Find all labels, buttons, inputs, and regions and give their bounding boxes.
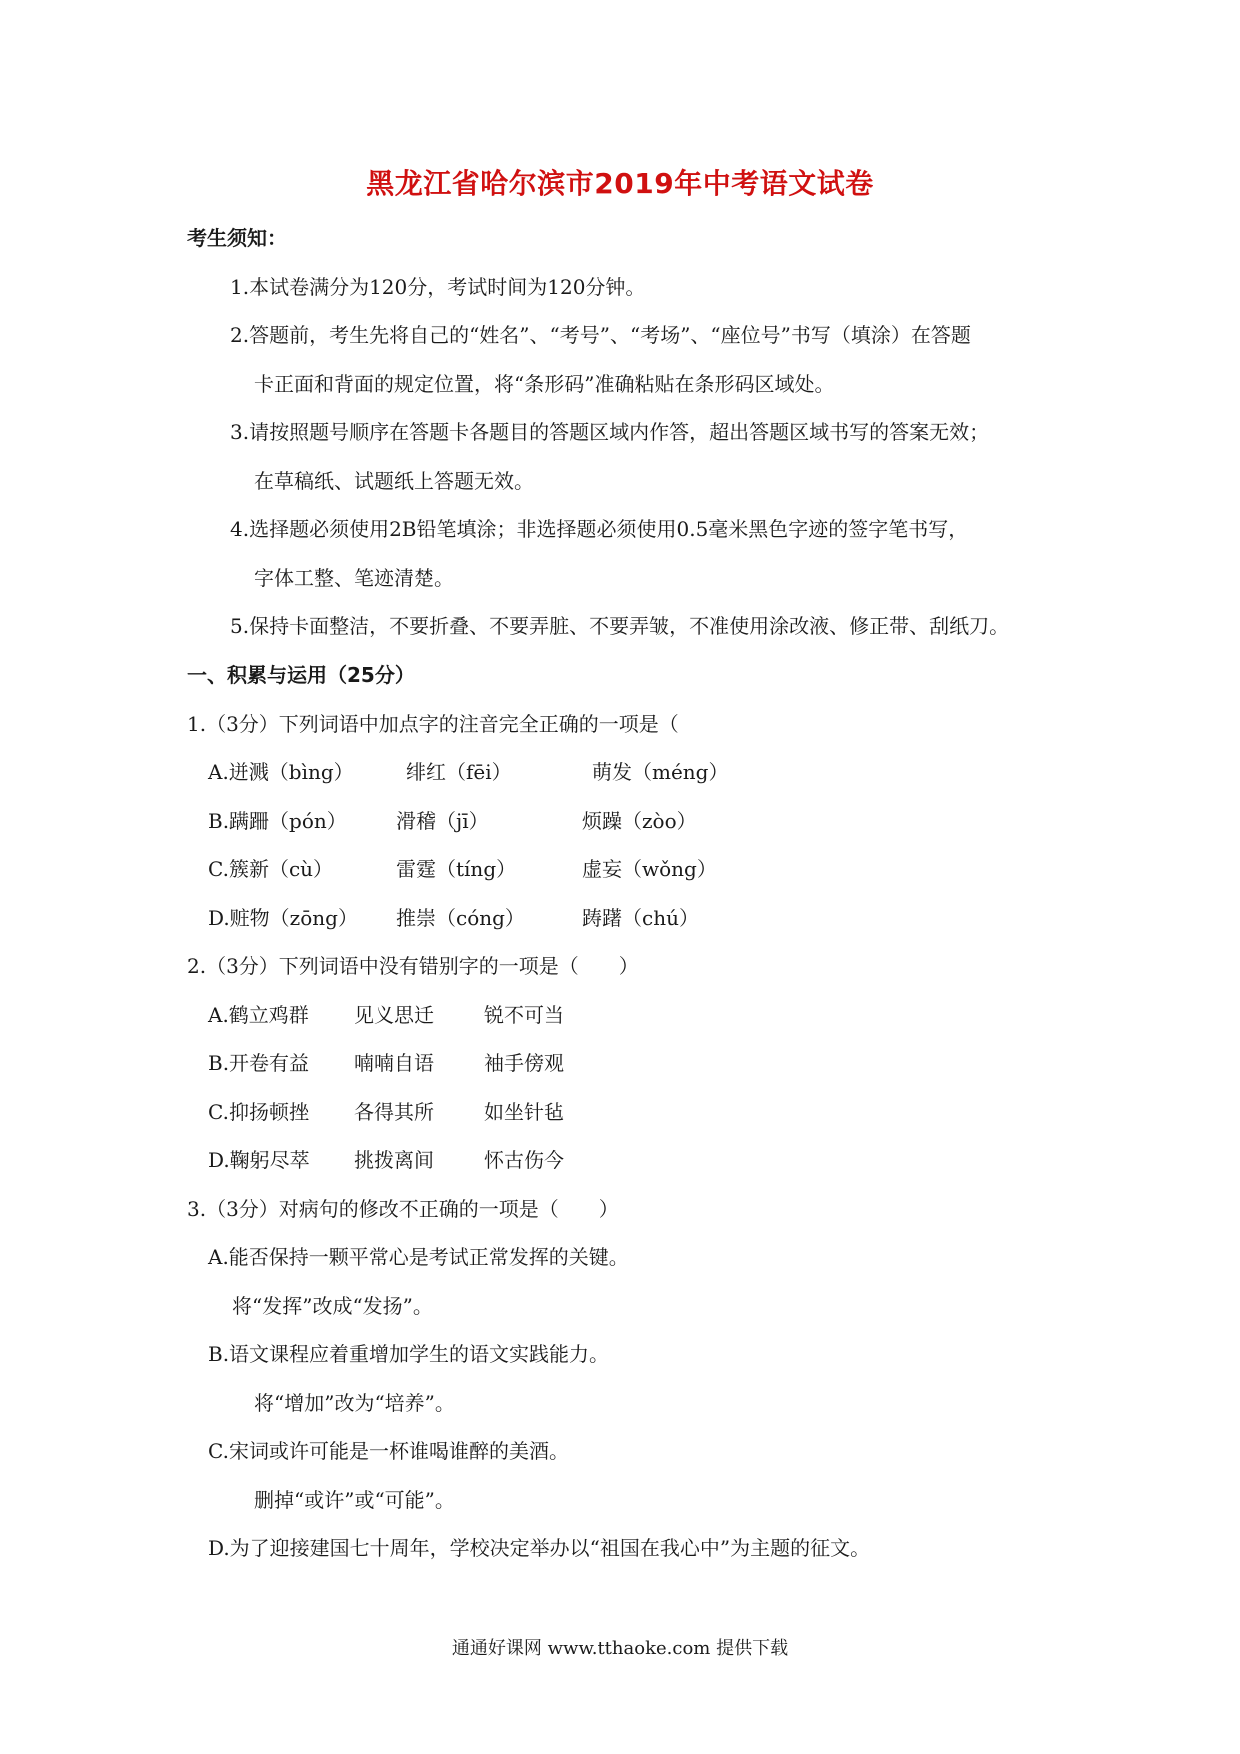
option-word: B.开卷有益	[208, 1051, 310, 1075]
option-word: 袖手傍观	[484, 1051, 564, 1075]
option-word: 推崇（cóng）	[396, 906, 525, 930]
notice-item-2: 2.答题前，考生先将自己的“姓名”、“考号”、“考场”、“座位号”书写（填涂）在答题	[230, 323, 971, 347]
option-word: 怀古伤今	[484, 1148, 564, 1172]
question-3-option-a-fix: 将“发挥”改成“发扬”。	[232, 1294, 433, 1318]
page-title: 黑龙江省哈尔滨市2019年中考语文试卷	[366, 167, 874, 200]
option-word: 萌发（méng）	[592, 760, 729, 784]
question-3-option-a: A.能否保持一颗平常心是考试正常发挥的关键。	[208, 1245, 629, 1269]
option-word: D.鞠躬尽萃	[208, 1148, 310, 1172]
option-word: 见义思迁	[354, 1003, 434, 1027]
option-word: 锐不可当	[484, 1003, 564, 1027]
page-footer: 通通好课网 www.tthaoke.com 提供下载	[451, 1638, 789, 1659]
notice-item-5: 5.保持卡面整洁，不要折叠、不要弄脏、不要弄皱，不准使用涂改液、修正带、刮纸刀。	[230, 614, 1010, 638]
question-3-option-b: B.语文课程应着重增加学生的语文实践能力。	[208, 1342, 610, 1366]
section-heading: 一、积累与运用（25分）	[187, 663, 415, 687]
question-3-option-d: D.为了迎接建国七十周年，学校决定举办以“祖国在我心中”为主题的征文。	[208, 1536, 871, 1560]
question-3-option-b-fix: 将“增加”改为“培养”。	[254, 1391, 455, 1415]
notice-item-1: 1.本试卷满分为120分，考试时间为120分钟。	[230, 275, 646, 299]
option-word: 绯红（fēi）	[406, 760, 512, 784]
notice-item-4-cont: 字体工整、笔迹清楚。	[254, 566, 454, 590]
question-1-stem: 1.（3分）下列词语中加点字的注音完全正确的一项是（	[187, 712, 679, 736]
option-word: 烦躁（zòo）	[582, 809, 697, 833]
notice-heading: 考生须知：	[187, 226, 287, 250]
notice-item-3-cont: 在草稿纸、试题纸上答题无效。	[254, 469, 534, 493]
question-2-stem: 2.（3分）下列词语中没有错别字的一项是（ ）	[187, 954, 639, 978]
option-word: 虚妄（wǒng）	[582, 857, 717, 881]
notice-item-4: 4.选择题必须使用2B铅笔填涂；非选择题必须使用0.5毫米黑色字迹的签字笔书写，	[230, 517, 969, 541]
notice-item-2-cont: 卡正面和背面的规定位置，将“条形码”准确粘贴在条形码区域处。	[254, 372, 835, 396]
option-word: 挑拨离间	[354, 1148, 434, 1172]
question-3-option-c-fix: 删掉“或许”或“可能”。	[254, 1488, 455, 1512]
option-word: 雷霆（tíng）	[396, 857, 517, 881]
option-word: 滑稽（jī）	[396, 809, 489, 833]
option-word: A.鹤立鸡群	[208, 1003, 309, 1027]
question-3-option-c: C.宋词或许可能是一杯谁喝谁醉的美酒。	[208, 1439, 569, 1463]
question-3-stem: 3.（3分）对病句的修改不正确的一项是（ ）	[187, 1197, 619, 1221]
option-word: D.赃物（zōng）	[208, 906, 358, 930]
option-word: 如坐针毡	[484, 1100, 564, 1124]
notice-item-3: 3.请按照题号顺序在答题卡各题目的答题区域内作答，超出答题区域书写的答案无效；	[230, 420, 990, 444]
option-word: C.簇新（cù）	[208, 857, 334, 881]
option-word: A.迸溅（bìng）	[208, 760, 354, 784]
option-word: C.抑扬顿挫	[208, 1100, 309, 1124]
option-word: 踌躇（chú）	[582, 906, 699, 930]
option-word: B.蹒跚（pón）	[208, 809, 347, 833]
option-word: 各得其所	[354, 1100, 434, 1124]
option-word: 喃喃自语	[354, 1051, 434, 1075]
